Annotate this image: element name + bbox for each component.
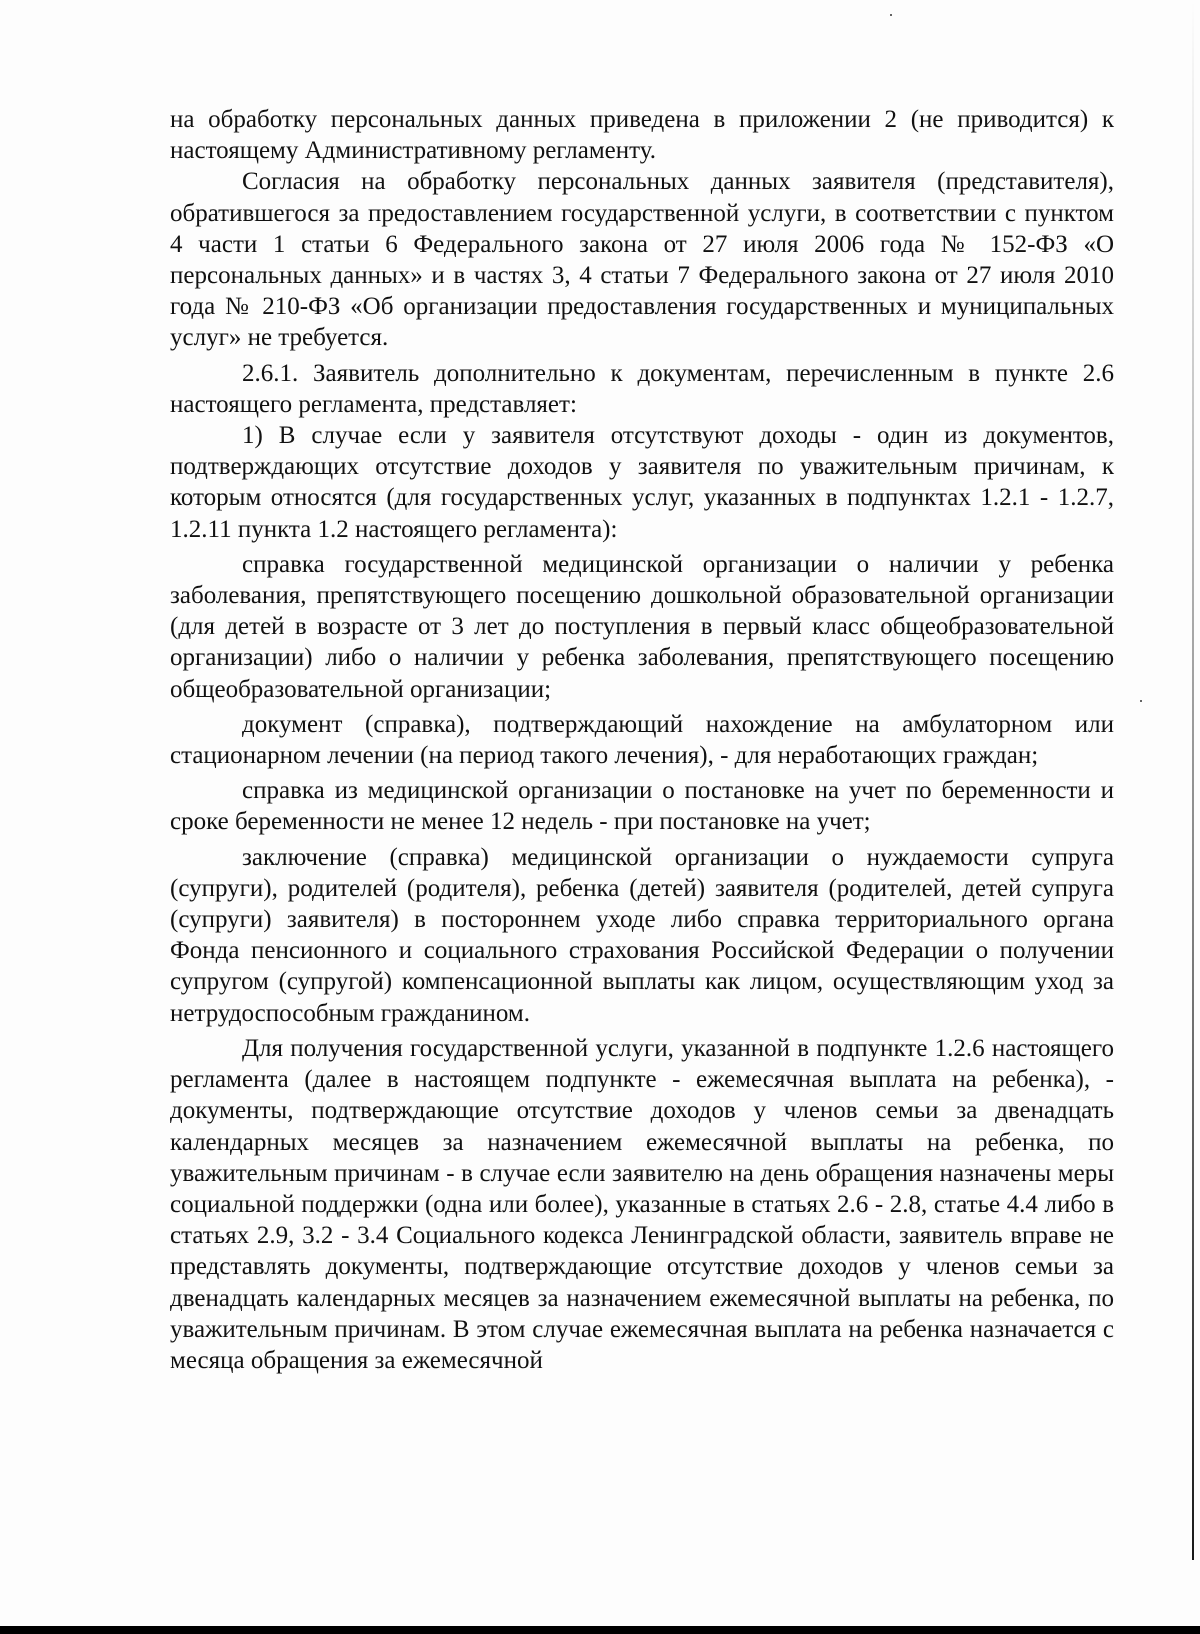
- document-body: [170, 104, 1114, 1376]
- scan-edge-shadow: [1192, 0, 1194, 1560]
- paragraph-2-6-1: 2.6.1. Заявитель дополнительно к документам, перечисленным в пункте 2.6 настоящего регламента, представляет:: [170, 359, 1114, 418]
- paragraph-medical-certificate: справка государственной медицинской организации о наличии у ребенка заболевания, препятствующего посещению дошкольной образовательной организации (для детей в возрасте от 3 лет до поступления в первый класс общеобразовательной организации) либо о наличии у ребенка заболевания, препятствующего посещению общеобразовательной организации;: [170, 550, 1114, 703]
- paragraph-care-conclusion: заключение (справка) медицинской организации о нуждаемости супруга (супруги), родителей (родителя), ребенка (детей) заявителя (родителей, детей супруга (супруги) заявителя) в постороннем уходе либо справка территориального органа Фонда пенсионного и социального страхования Российской Федерации о получении супругом (супругой) компенсационной выплаты как лицом, осуществляющим уход за нетрудоспособным гражданином.: [170, 843, 1114, 1027]
- paragraph-monthly-payment: Для получения государственной услуги, указанной в подпункте 1.2.6 настоящего регламента (далее в настоящем подпункте - ежемесячная выплата на ребенка), - документы, подтверждающие отсутствие доходов у членов семьи за двенадцать календарных месяцев за назначением ежемесячной выплаты на ребенка, по уважительным причинам - в случае если заявителю на день обращения назначены меры социальной поддержки (одна или более), указанные в статьях 2.6 - 2.8, статье 4.4 либо в статьях 2.9, 3.2 - 3.4 Социального кодекса Ленинградской области, заявитель вправе не представлять документы, подтверждающие отсутствие доходов у членов семьи за двенадцать календарных месяцев за назначением ежемесячной выплаты на ребенка, по уважительным причинам. В этом случае ежемесячная выплата на ребенка назначается с месяца обращения за ежемесячной: [170, 1034, 1114, 1374]
- paragraph-consent-not-required: Согласия на обработку персональных данных заявителя (представителя), обратившегося за предоставлением государственной услуги, в соответствии с пунктом 4 части 1 статьи 6 Федерального закона от 27 июля 2006 года № 152-ФЗ «О персональных данных» и в частях 3, 4 статьи 7 Федерального закона от 27 июля 2010 года № 210-ФЗ «Об организации предоставления государственных и муниципальных услуг» не требуется.: [170, 168, 1114, 352]
- paragraph-treatment-document: документ (справка), подтверждающий нахождение на амбулаторном или стационарном лечении (на период такого лечения), - для неработающих граждан;: [170, 710, 1114, 770]
- paragraph-consent-continuation: на обработку персональных данных приведена в приложении 2 (не приводится) к настоящему Административному регламенту.: [170, 106, 1114, 165]
- paragraph-pregnancy-certificate: справка из медицинской организации о постановке на учет по беременности и сроке беременности не менее 12 недель - при постановке на учет;: [170, 777, 1114, 836]
- scan-speck: [1140, 700, 1142, 702]
- paragraph-item-1: 1) В случае если у заявителя отсутствуют доходы - один из документов, подтверждающих отсутствие доходов у заявителя по уважительным причинам, к которым относятся (для государственных услуг, указанных в подпунктах 1.2.1 - 1.2.7, 1.2.11 пункта 1.2 настоящего регламента):: [170, 422, 1114, 543]
- scan-speck: [890, 14, 892, 16]
- scan-bottom-bar: [0, 1626, 1200, 1634]
